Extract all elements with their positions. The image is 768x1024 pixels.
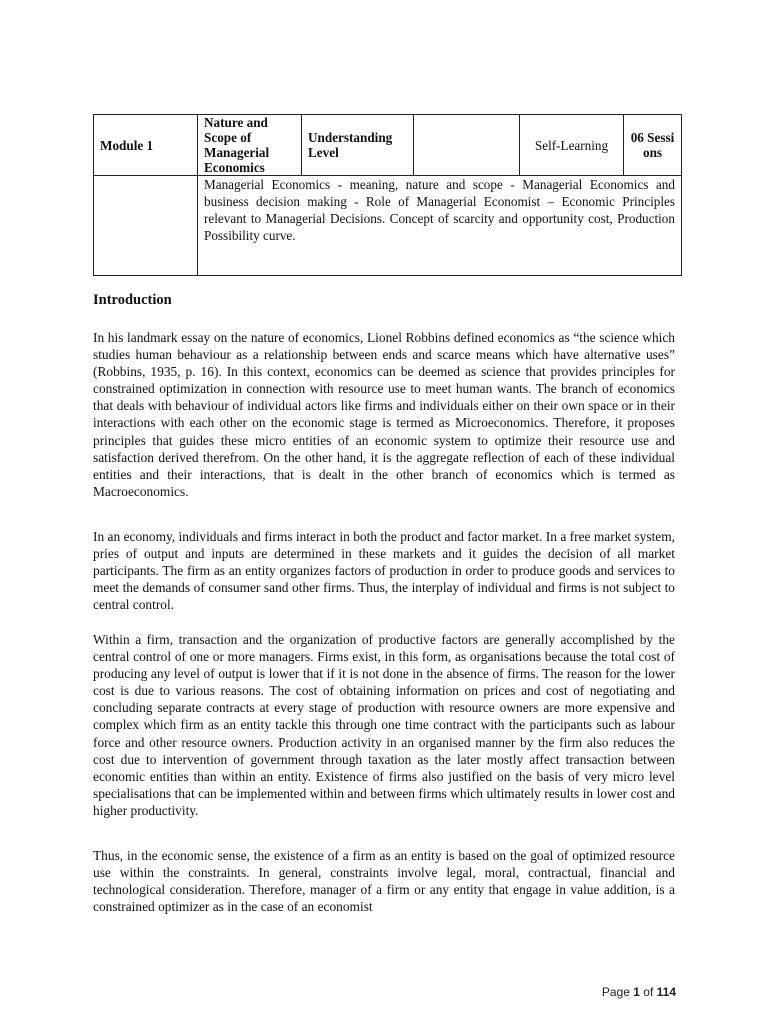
page-total: 114 [656, 985, 676, 999]
module-level-cell: Understanding Level [302, 115, 414, 176]
module-description-cell: Managerial Economics - meaning, nature and scope - Managerial Economics and business decision making - Role of Managerial Economist – Economic Principles relevant to Managerial Decisions. Concept of scarcity and opportunity cost, Production Possibility curve. [198, 176, 682, 276]
module-description-spacer-cell [94, 176, 198, 276]
paragraph-1: In his landmark essay on the nature of economics, Lionel Robbins defined economics as “the science which studies human behaviour as a relationship between ends and scarce means which have alternative uses” (Robbins, 1935, p. 16). In this context, economics can be deemed as science that provides principles for constrained optimization in connection with resource use to meet human wants. The branch of economics that deals with behaviour of individual actors like firms and individuals either on their own space or in their interactions with each other on the economic stage is termed as Microeconomics. Therefore, it proposes principles that guides these micro entities of an economic system to optimize their resource use and satisfaction derived therefrom. On the other hand, it is the aggregate reflection of each of these individual entities and their interactions, that is dealt in the other branch of economics which is termed as Macroeconomics. [93, 330, 675, 499]
module-title-cell: Nature and Scope of Managerial Economics [198, 115, 302, 176]
section-heading: Introduction [93, 292, 172, 308]
module-number-cell: Module 1 [94, 115, 198, 176]
module-sessions-cell: 06 Sessions [624, 115, 682, 176]
paragraph-3: Within a firm, transaction and the organization of productive factors are generally accomplished by the central control of one or more managers. Firms exist, in this form, as organisations because the total cost of producing any level of output is lower that if it is not done in the absence of firms. The reason for the lower cost is due to various reasons. The cost of obtaining information on prices and cost of negotiating and concluding separate contracts at every stage of production with resource owners are more expensive and complex which firm as an entity tackle this through one time contract with the participants such as labour force and other resource owners. Production activity in an organised manner by the firm also reduces the cost due to intervention of government through taxation as the later mostly affect transaction between economic entities than within an entity. Existence of firms also justified on the basis of very micro level specialisations that can be implemented within and between firms which ultimately results in lower cost and higher productivity. [93, 632, 675, 818]
module-table [93, 114, 682, 276]
module-mode-cell: Self-Learning [520, 115, 624, 176]
of-word: of [643, 985, 654, 999]
paragraph-2: In an economy, individuals and firms interact in both the product and factor market. In a free market system, pries of output and inputs are determined in these markets and it guides the decision of all market participants. The firm as an entity organizes factors of production in order to produce goods and services to meet the demands of consumer sand other firms. Thus, the interplay of individual and firms is not subject to central control. [93, 529, 675, 613]
module-table-header-row [94, 115, 682, 176]
page-current: 1 [633, 985, 640, 999]
module-empty-cell [414, 115, 520, 176]
page-number-footer [560, 985, 676, 999]
module-table-description-row [94, 176, 682, 276]
paragraph-4: Thus, in the economic sense, the existence of a firm as an entity is based on the goal of optimized resource use within the constraints. In general, constraints involve legal, moral, contractual, financial and technological consideration. Therefore, manager of a firm or any entity that engage in value addition, is a constrained optimizer as in the case of an economist [93, 848, 675, 915]
page-word: Page [601, 985, 630, 999]
